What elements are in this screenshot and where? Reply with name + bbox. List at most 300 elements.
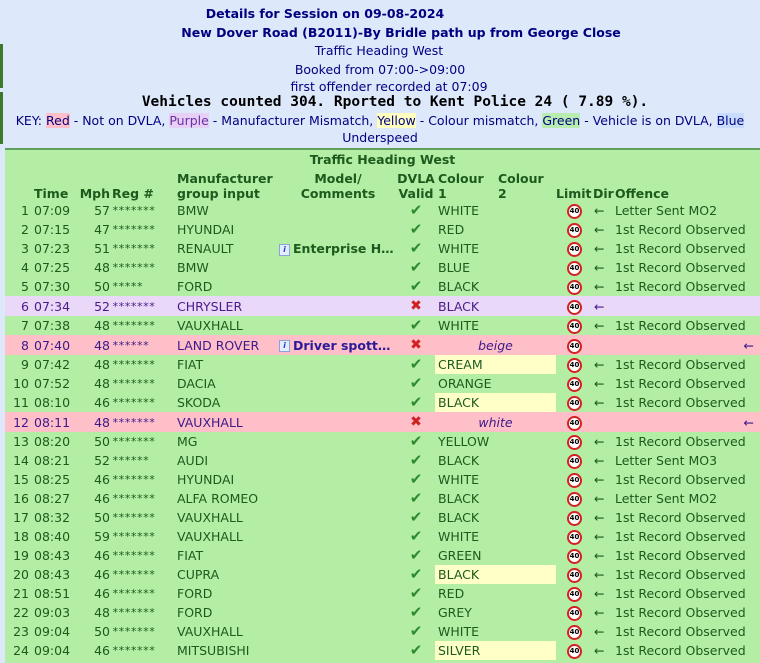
- info-icon[interactable]: i: [279, 340, 290, 352]
- row-comment-text[interactable]: Driver spott…: [293, 337, 391, 353]
- row-mph: 48: [94, 605, 110, 620]
- row-direction: [593, 239, 615, 258]
- speed-limit-40-icon: 40: [567, 300, 582, 315]
- arrow-left-icon: ←: [594, 260, 605, 275]
- table-row[interactable]: [5, 508, 760, 527]
- row-time: 08:27: [34, 491, 71, 506]
- col-mph-header: Mph: [79, 186, 110, 201]
- row-colour2: [496, 277, 556, 296]
- arrow-left-icon: ←: [594, 376, 605, 391]
- row-dvla-valid: [397, 296, 435, 316]
- row-limit: [556, 451, 593, 470]
- key-purple-desc: - Manufacturer Mismatch,: [208, 113, 378, 128]
- row-direction: [593, 220, 615, 239]
- row-colour1: BLUE: [438, 260, 470, 275]
- speed-limit-40-icon: 40: [567, 223, 582, 238]
- row-reg: *******: [112, 473, 155, 486]
- row-comment: [279, 641, 397, 660]
- row-reg: *******: [112, 435, 155, 448]
- row-mph: 59: [94, 529, 110, 544]
- speed-limit-40-icon: 40: [567, 587, 582, 602]
- row-comment: [279, 508, 397, 527]
- speed-limit-40-icon: 40: [567, 261, 582, 276]
- row-limit: [556, 508, 593, 527]
- speed-limit-40-icon: 40: [567, 435, 582, 450]
- row-comment: [279, 470, 397, 489]
- key-prefix: KEY:: [15, 113, 46, 128]
- row-comment: [279, 258, 397, 277]
- col-manufacturer-header: Manufacturer group input: [177, 171, 273, 201]
- table-caption: Traffic Heading West: [309, 152, 456, 167]
- row-reg: ******: [112, 335, 175, 355]
- row-dvla-valid: [397, 508, 435, 527]
- row-comment-text[interactable]: Enterprise H…: [293, 241, 394, 256]
- row-dvla-valid: [397, 355, 435, 374]
- row-number: 1: [21, 203, 29, 218]
- check-icon: ✔: [409, 432, 423, 450]
- row-limit: [556, 296, 593, 316]
- row-colour2: [496, 489, 556, 508]
- row-limit: [556, 374, 593, 393]
- row-time: 07:15: [34, 222, 71, 237]
- table-row[interactable]: [5, 355, 760, 374]
- row-offence: 1st Record Observed: [615, 586, 746, 601]
- row-colour2: [496, 584, 556, 603]
- table-row[interactable]: [5, 393, 760, 412]
- key-red: Red: [46, 113, 70, 128]
- row-dvla-valid: [397, 239, 435, 258]
- arrow-left-icon: ←: [594, 624, 605, 639]
- row-mph: 50: [94, 279, 110, 294]
- row-limit: [556, 220, 593, 239]
- row-manufacturer: FIAT: [177, 548, 204, 563]
- speed-limit-40-icon: 40: [567, 473, 582, 488]
- row-offence: 1st Record Observed: [615, 395, 746, 410]
- table-row[interactable]: [5, 201, 760, 220]
- row-comment: [279, 527, 397, 546]
- row-reg: *******: [112, 242, 155, 255]
- session-title: Details for Session on 09-08-2024: [205, 6, 445, 21]
- row-offence: Letter Sent MO2: [615, 491, 718, 506]
- row-reg: *******: [112, 223, 155, 236]
- speed-limit-40-icon: 40: [567, 644, 582, 659]
- row-manufacturer: LAND ROVER: [175, 335, 279, 355]
- row-colour2: [496, 622, 556, 641]
- row-reg: *****: [112, 280, 143, 293]
- row-colour1: RED: [438, 222, 465, 237]
- row-direction: [593, 584, 615, 603]
- row-comment: [279, 432, 397, 451]
- row-time: 08:32: [34, 510, 71, 525]
- row-comment: [279, 546, 397, 565]
- row-reg: *******: [112, 511, 155, 524]
- row-offence: 1st Record Observed: [615, 376, 746, 391]
- row-time: 07:38: [34, 318, 71, 333]
- row-direction: [593, 277, 615, 296]
- row-colour2: [496, 451, 556, 470]
- row-dvla-valid: [397, 641, 435, 660]
- colour-key: [0, 112, 760, 146]
- row-colour2: [496, 603, 556, 622]
- speed-limit-40-icon: 40: [567, 454, 582, 469]
- row-time: 07:34: [32, 296, 78, 316]
- session-location: New Dover Road (B2011)-By Bridle path up from George Close: [181, 24, 621, 40]
- row-colour1: GREEN: [438, 548, 482, 563]
- speed-limit-40-icon: 40: [567, 530, 582, 545]
- row-manufacturer: VAUXHALL: [175, 412, 279, 432]
- col-limit-header: Limit: [556, 186, 592, 201]
- row-number: 15: [13, 472, 29, 487]
- row-time: 07:52: [34, 376, 71, 391]
- arrow-left-icon: ←: [594, 472, 605, 487]
- row-reg: *******: [112, 530, 155, 543]
- arrow-left-icon: ←: [594, 586, 605, 601]
- records-table: [5, 150, 760, 660]
- row-limit: [556, 393, 593, 412]
- check-icon: ✔: [409, 641, 423, 659]
- row-number: 2: [21, 222, 29, 237]
- row-colour1: ORANGE: [438, 376, 492, 391]
- row-dvla-valid: [397, 489, 435, 508]
- row-colour1: BLACK: [438, 510, 480, 525]
- row-manufacturer: VAUXHALL: [177, 510, 243, 525]
- col-reg-header: Reg #: [112, 186, 154, 201]
- row-time: 08:43: [34, 567, 71, 582]
- row-comment: [279, 201, 397, 220]
- table-row[interactable]: [5, 641, 760, 660]
- row-dvla-valid: [397, 374, 435, 393]
- row-comment: [279, 622, 397, 641]
- row-number: 14: [13, 453, 29, 468]
- row-limit: [556, 277, 593, 296]
- table-row[interactable]: [5, 565, 760, 584]
- row-dvla-valid: [397, 316, 435, 335]
- speed-limit-40-icon: 40: [567, 358, 582, 373]
- row-colour2: [496, 470, 556, 489]
- row-time: 08:21: [34, 453, 71, 468]
- row-manufacturer: VAUXHALL: [177, 624, 243, 639]
- row-number: 21: [13, 586, 29, 601]
- row-offence: 1st Record Observed: [615, 624, 746, 639]
- row-manufacturer: VAUXHALL: [177, 318, 243, 333]
- check-icon: ✔: [409, 470, 423, 488]
- table-row[interactable]: [5, 239, 760, 258]
- table-row[interactable]: [5, 603, 760, 622]
- row-direction: [593, 508, 615, 527]
- row-reg: *******: [112, 261, 155, 274]
- row-direction: [593, 565, 615, 584]
- row-mph: 46: [94, 472, 110, 487]
- row-colour1: GREY: [438, 605, 472, 620]
- col-model-header: Model/ Comments: [300, 171, 376, 201]
- row-offence: 1st Record Observed: [615, 279, 746, 294]
- row-mph: 46: [94, 491, 110, 506]
- row-limit: [556, 432, 593, 451]
- row-limit: [556, 316, 593, 335]
- table-row[interactable]: [5, 546, 760, 565]
- row-offence: 1st Record Observed: [615, 567, 746, 582]
- col-dvla-header: DVLA Valid: [397, 171, 435, 201]
- row-number: 16: [13, 491, 29, 506]
- row-limit: [556, 527, 593, 546]
- row-colour2: [496, 565, 556, 584]
- row-direction: [593, 641, 615, 660]
- row-comment: [279, 220, 397, 239]
- check-icon: ✔: [409, 565, 423, 583]
- key-green-desc: - Vehicle is on DVLA,: [580, 113, 717, 128]
- check-icon: ✔: [409, 527, 423, 545]
- cross-icon: ✖: [410, 414, 422, 430]
- row-comment: [279, 393, 397, 412]
- check-icon: ✔: [409, 355, 423, 373]
- row-time: 08:40: [34, 529, 71, 544]
- row-mph: 48: [94, 318, 110, 333]
- row-dvla-valid: [397, 201, 435, 220]
- arrow-left-icon: ←: [594, 241, 605, 256]
- arrow-left-icon: ←: [594, 510, 605, 525]
- row-offence: [615, 296, 760, 316]
- row-number: 5: [21, 279, 29, 294]
- row-direction: [593, 335, 760, 355]
- row-comment: [279, 603, 397, 622]
- row-limit: [556, 584, 593, 603]
- arrow-left-icon: ←: [594, 491, 605, 506]
- row-direction: [593, 489, 615, 508]
- table-row[interactable]: [5, 374, 760, 393]
- row-mph: 52: [94, 453, 110, 468]
- row-colour2: [496, 527, 556, 546]
- row-manufacturer: ALFA ROMEO: [177, 491, 259, 506]
- records-table-container: [5, 148, 760, 663]
- key-green: Green: [542, 113, 581, 128]
- table-row[interactable]: [5, 470, 760, 489]
- row-colour1: CREAM: [435, 355, 496, 374]
- speed-limit-40-icon: 40: [567, 511, 582, 526]
- row-dvla-valid: [397, 277, 435, 296]
- table-row[interactable]: [5, 335, 760, 355]
- table-row[interactable]: [5, 432, 760, 451]
- row-mph: 48: [78, 335, 112, 355]
- row-reg: *******: [112, 396, 155, 409]
- cross-icon: ✖: [410, 298, 422, 314]
- row-direction: [593, 470, 615, 489]
- row-colour2: [496, 239, 556, 258]
- row-reg: *******: [112, 377, 155, 390]
- session-direction: Traffic Heading West: [314, 43, 444, 58]
- row-colour2: [496, 546, 556, 565]
- row-direction: [593, 201, 615, 220]
- row-mph: 46: [94, 643, 110, 658]
- row-dvla-valid: [397, 470, 435, 489]
- row-time: 07:09: [34, 203, 71, 218]
- row-offence: 1st Record Observed: [615, 472, 746, 487]
- table-row[interactable]: [5, 584, 760, 603]
- col-offence-header: Offence: [615, 186, 670, 201]
- row-offence: Letter Sent MO2: [615, 203, 718, 218]
- row-reg: *******: [112, 319, 155, 332]
- arrow-left-icon: ←: [594, 529, 605, 544]
- arrow-left-icon: ←: [594, 318, 605, 333]
- row-colour1: BLACK: [435, 565, 496, 584]
- table-row[interactable]: [5, 277, 760, 296]
- arrow-left-icon: ←: [594, 395, 605, 410]
- row-time: 08:20: [34, 434, 71, 449]
- row-colour1: WHITE: [438, 318, 479, 333]
- row-direction: [593, 451, 615, 470]
- row-comment: [279, 316, 397, 335]
- arrow-left-icon: ←: [594, 434, 605, 449]
- row-offence: 1st Record Observed: [615, 529, 746, 544]
- row-number: 12: [5, 412, 32, 432]
- session-summary: Vehicles counted 304. Rported to Kent Police 24 ( 7.89 %).: [141, 94, 649, 110]
- row-manufacturer: MG: [177, 434, 198, 449]
- row-number: 3: [21, 241, 29, 256]
- row-mph: 47: [94, 222, 110, 237]
- check-icon: ✔: [409, 546, 423, 564]
- check-icon: ✔: [409, 220, 423, 238]
- row-colour1: WHITE: [438, 624, 479, 639]
- check-icon: ✔: [409, 277, 423, 295]
- row-offence: 1st Record Observed: [615, 510, 746, 525]
- row-colour2: [496, 508, 556, 527]
- row-direction: [593, 393, 615, 412]
- row-time: 09:03: [34, 605, 71, 620]
- key-red-desc: - Not on DVLA,: [69, 113, 170, 128]
- row-comment: [279, 489, 397, 508]
- table-row[interactable]: [5, 296, 760, 316]
- row-comment: [279, 565, 397, 584]
- arrow-left-icon: ←: [594, 357, 605, 372]
- table-row[interactable]: [5, 489, 760, 508]
- row-manufacturer: RENAULT: [177, 241, 234, 256]
- row-manufacturer: SKODA: [177, 395, 221, 410]
- row-direction: [593, 527, 615, 546]
- session-booked: Booked from 07:00->09:00: [294, 61, 466, 77]
- row-dvla-valid: [397, 432, 435, 451]
- check-icon: ✔: [409, 201, 423, 219]
- row-colour1: SILVER: [435, 641, 496, 660]
- arrow-left-icon: ←: [594, 453, 605, 468]
- row-direction: [593, 316, 615, 335]
- row-comment: [279, 296, 397, 316]
- row-colour2: [496, 220, 556, 239]
- row-dvla-valid: [397, 527, 435, 546]
- check-icon: ✔: [409, 258, 423, 276]
- row-dvla-valid: [397, 603, 435, 622]
- row-reg: *******: [112, 412, 175, 432]
- table-row[interactable]: [5, 258, 760, 277]
- row-number: 24: [13, 643, 29, 658]
- arrow-left-icon: ←: [594, 298, 605, 314]
- speed-limit-40-icon: 40: [567, 377, 582, 392]
- check-icon: ✔: [409, 603, 423, 621]
- row-colour2: [496, 201, 556, 220]
- speed-limit-40-icon: 40: [567, 204, 582, 219]
- arrow-left-icon: ←: [594, 605, 605, 620]
- table-row[interactable]: [5, 316, 760, 335]
- row-offence: 1st Record Observed: [615, 434, 746, 449]
- table-row[interactable]: [5, 527, 760, 546]
- row-manufacturer: HYUNDAI: [177, 472, 235, 487]
- row-reg: *******: [112, 549, 155, 562]
- row-colour1: WHITE: [438, 241, 479, 256]
- records-table-body: [5, 201, 760, 660]
- speed-limit-40-icon: 40: [567, 396, 582, 411]
- row-colour2: [496, 393, 556, 412]
- row-mph: 51: [94, 241, 110, 256]
- row-mph: 48: [78, 412, 112, 432]
- speed-limit-40-icon: 40: [567, 280, 582, 295]
- row-time: 07:40: [32, 335, 78, 355]
- speed-limit-40-icon: 40: [567, 242, 582, 257]
- row-comment: [279, 412, 397, 432]
- row-offence: 1st Record Observed: [615, 605, 746, 620]
- session-header: [0, 0, 760, 111]
- check-icon: ✔: [409, 489, 423, 507]
- row-direction: [593, 355, 615, 374]
- row-mph: 46: [94, 586, 110, 601]
- row-dvla-valid: [397, 412, 435, 432]
- row-limit: [556, 335, 593, 355]
- row-offence: 1st Record Observed: [615, 318, 746, 333]
- row-reg: *******: [112, 625, 155, 638]
- row-dvla-valid: [397, 546, 435, 565]
- row-reg: *******: [112, 492, 155, 505]
- row-time: 08:11: [32, 412, 78, 432]
- row-time: 07:30: [34, 279, 71, 294]
- row-dvla-valid: [397, 220, 435, 239]
- row-time: 08:43: [34, 548, 71, 563]
- speed-limit-40-icon: 40: [567, 319, 582, 334]
- row-offence: 1st Record Observed: [615, 548, 746, 563]
- row-limit: [556, 258, 593, 277]
- col-time-header: Time: [34, 186, 69, 201]
- row-mph: 57: [94, 203, 110, 218]
- row-offence: 1st Record Observed: [615, 643, 746, 658]
- row-manufacturer: FORD: [177, 586, 213, 601]
- row-colour1: YELLOW: [438, 434, 490, 449]
- row-mph: 46: [94, 567, 110, 582]
- row-manufacturer: FORD: [177, 279, 213, 294]
- row-dvla-valid: [397, 393, 435, 412]
- row-number: 10: [13, 376, 29, 391]
- row-colour2: [496, 296, 556, 316]
- row-time: 07:42: [34, 357, 71, 372]
- row-reg: *******: [112, 296, 175, 316]
- speed-limit-40-icon: 40: [567, 416, 582, 431]
- table-row[interactable]: [5, 412, 760, 432]
- table-row[interactable]: [5, 451, 760, 470]
- row-number: 18: [13, 529, 29, 544]
- row-colour2: [496, 641, 556, 660]
- arrow-left-icon: ←: [594, 643, 605, 658]
- table-row[interactable]: [5, 622, 760, 641]
- info-icon[interactable]: i: [279, 244, 290, 256]
- table-row[interactable]: [5, 220, 760, 239]
- row-time: 08:10: [34, 395, 71, 410]
- row-manufacturer: HYUNDAI: [177, 222, 235, 237]
- row-mph: 50: [94, 434, 110, 449]
- row-limit: [556, 201, 593, 220]
- row-direction: [593, 258, 615, 277]
- check-icon: ✔: [409, 239, 423, 257]
- row-limit: [556, 489, 593, 508]
- row-time: 07:23: [34, 241, 71, 256]
- check-icon: ✔: [409, 393, 423, 411]
- row-number: 17: [13, 510, 29, 525]
- key-blue: Blue: [716, 113, 745, 128]
- first-offender: first offender recorded at 07:09: [290, 79, 488, 94]
